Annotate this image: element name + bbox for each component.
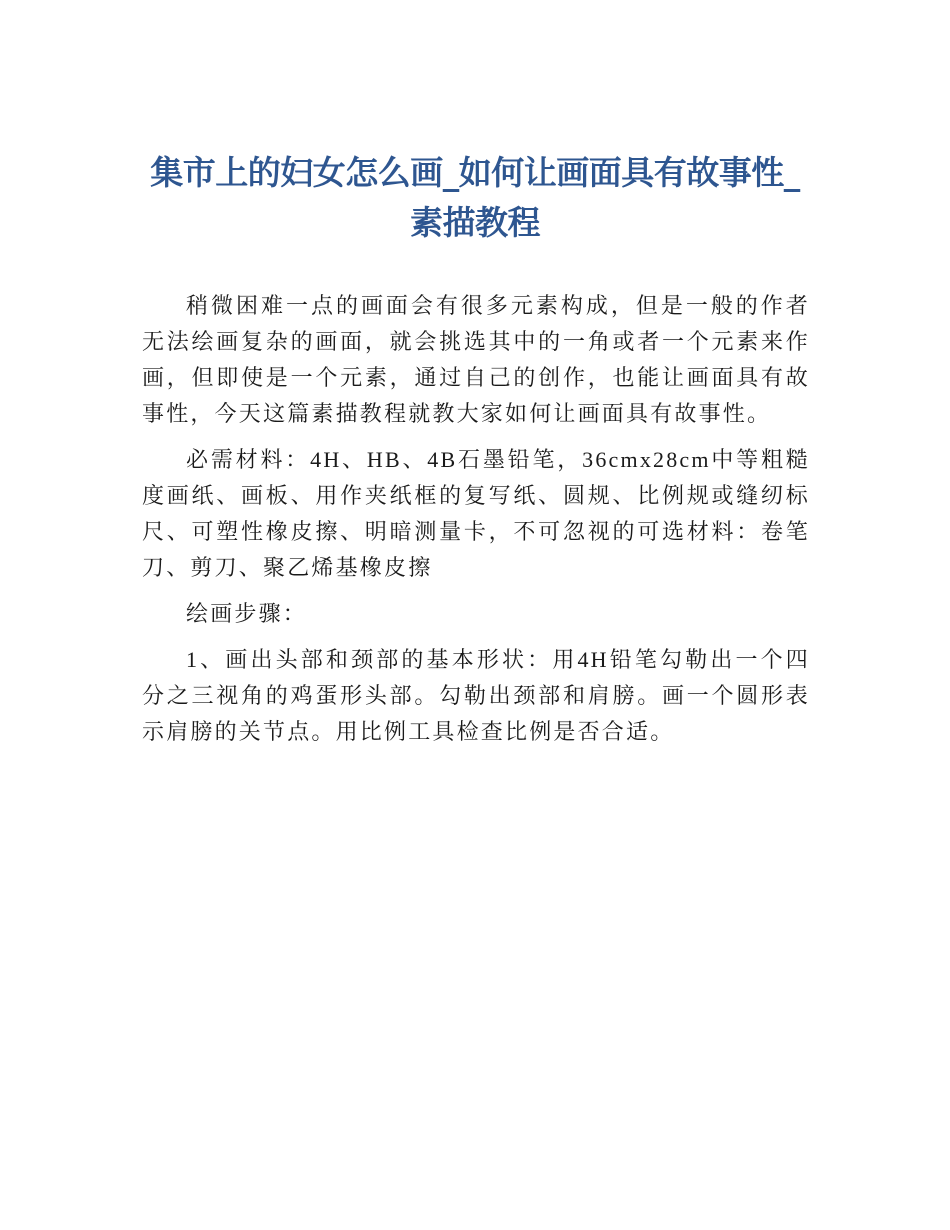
paragraph-step-1: 1、画出头部和颈部的基本形状：用4H铅笔勾勒出一个四分之三视角的鸡蛋形头部。勾勒出颈部和肩膀。画一个圆形表示肩膀的关节点。用比例工具检查比例是否合适。	[142, 647, 810, 744]
paragraph-steps-heading: 绘画步骤：	[186, 601, 308, 626]
document-body	[142, 288, 810, 760]
paragraph-materials: 必需材料：4H、HB、4B石墨铅笔，36cmx28cm中等粗糙度画纸、画板、用作夹纸框的复写纸、圆规、比例规或缝纫标尺、可塑性橡皮擦、明暗测量卡，不可忽视的可选材料：卷笔刀、剪刀、聚乙烯基橡皮擦	[142, 447, 810, 580]
document-title: 集市上的妇女怎么画_如何让画面具有故事性_素描教程	[150, 153, 800, 242]
paragraph-intro: 稍微困难一点的画面会有很多元素构成，但是一般的作者无法绘画复杂的画面，就会挑选其中的一角或者一个元素来作画，但即使是一个元素，通过自己的创作，也能让画面具有故事性，今天这篇素描教程就教大家如何让画面具有故事性。	[142, 293, 810, 426]
